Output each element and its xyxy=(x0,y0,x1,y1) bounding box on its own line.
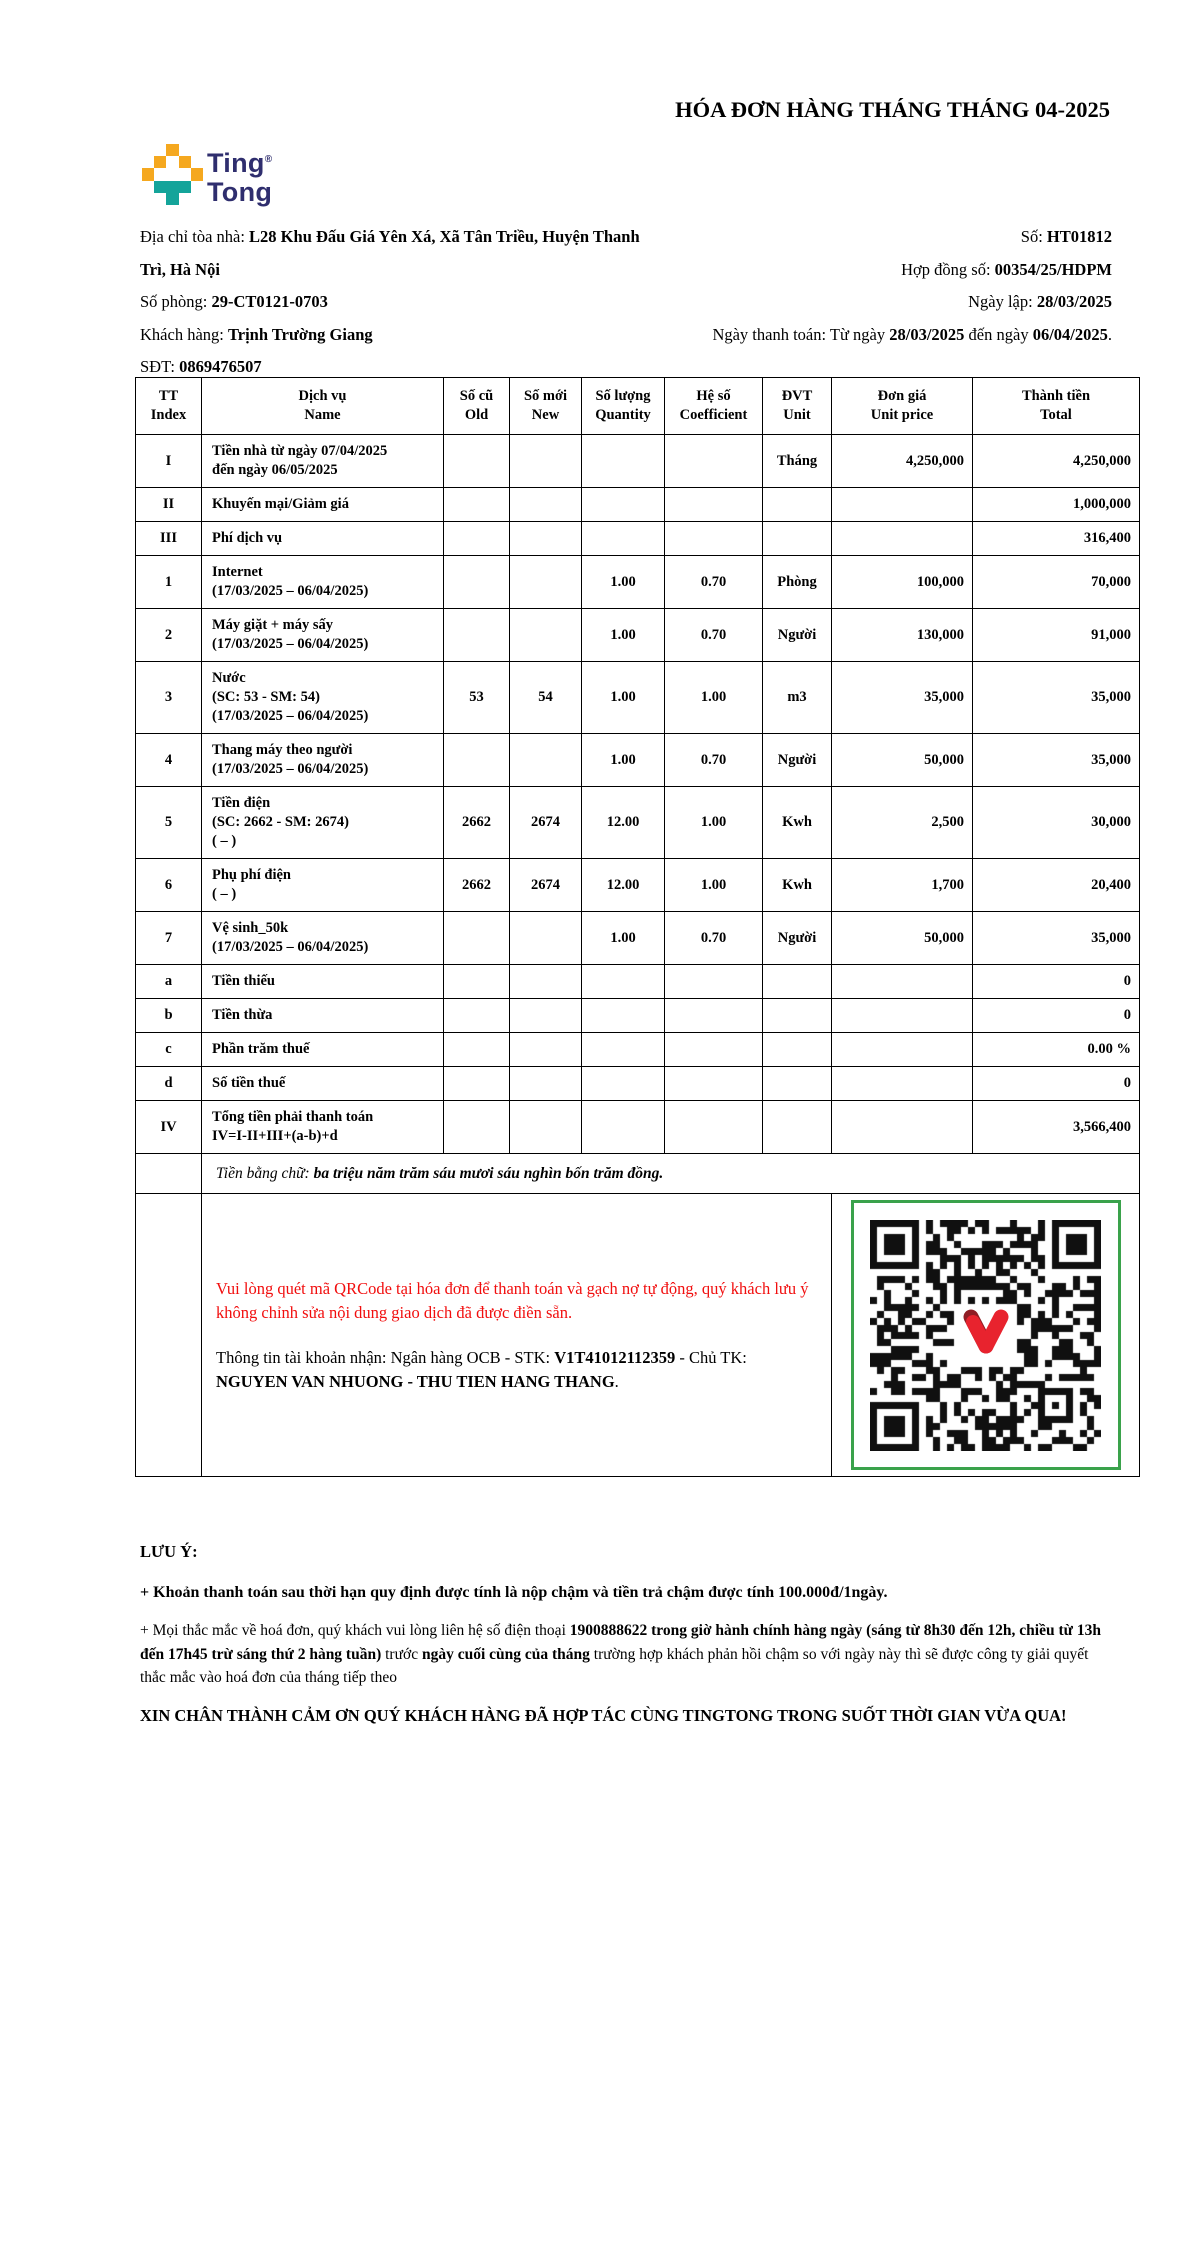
qr-payment-row xyxy=(136,1194,1140,1477)
table-row xyxy=(136,965,1140,999)
cell-service-name xyxy=(202,787,444,859)
logo-line-ting xyxy=(207,145,272,178)
static-element xyxy=(959,1308,1013,1356)
label-text: Số: xyxy=(1020,227,1047,246)
service-name-line: Phí dịch vụ xyxy=(212,530,283,546)
cell-quantity xyxy=(582,1033,665,1067)
cell-new-reading xyxy=(510,609,582,662)
cell-unit-price: 35,000 xyxy=(832,662,973,734)
label-text: trước xyxy=(381,1645,422,1663)
column-header xyxy=(832,378,973,435)
value-text: L28 Khu Đấu Giá Yên Xá, Xã Tân Triều, Huyện Thanh Trì, Hà Nội xyxy=(140,227,640,279)
table-row xyxy=(136,999,1140,1033)
cell-coefficient: 0.70 xyxy=(665,734,763,787)
service-name-line: (SC: 53 - SM: 54) xyxy=(212,689,320,705)
cell-index: a xyxy=(136,965,202,999)
vietqr-v-icon xyxy=(959,1308,1013,1362)
table-row xyxy=(136,912,1140,965)
column-header xyxy=(582,378,665,435)
cell-total: 35,000 xyxy=(973,912,1140,965)
cell-index: c xyxy=(136,1033,202,1067)
cell-total: 0 xyxy=(973,999,1140,1033)
amount-in-words-value: ba triệu năm trăm sáu mươi sáu nghìn bốn trăm đồng. xyxy=(313,1165,664,1182)
info-line xyxy=(520,254,1112,287)
cell-service-name xyxy=(202,522,444,556)
column-header-line: Name xyxy=(304,407,341,423)
service-name-line: Thang máy theo người xyxy=(212,742,353,758)
column-header xyxy=(665,378,763,435)
cell-service-name xyxy=(202,609,444,662)
label-text: đến ngày xyxy=(964,324,1033,344)
cell-old-reading: 2662 xyxy=(444,859,510,912)
cell-quantity: 1.00 xyxy=(582,912,665,965)
table-row xyxy=(136,435,1140,488)
cell-unit xyxy=(763,1033,832,1067)
value-text: 28/03/2025 xyxy=(1036,292,1112,312)
cell-old-reading: 53 xyxy=(444,662,510,734)
cell-new-reading xyxy=(510,1067,582,1101)
logo-yellow-pixel xyxy=(191,168,203,180)
invoice-table-body xyxy=(136,435,1140,1477)
service-name-line: (17/03/2025 – 06/04/2025) xyxy=(212,761,369,777)
thank-you-note: XIN CHÂN THÀNH CẢM ƠN QUÝ KHÁCH HÀNG ĐÃ HỢP TÁC CÙNG TINGTONG TRONG SUỐT THỜI GIAN VỪA QUA! xyxy=(140,1705,1067,1725)
cell-total: 70,000 xyxy=(973,556,1140,609)
column-header-line: ĐVT xyxy=(781,388,813,404)
service-name-line: (17/03/2025 – 06/04/2025) xyxy=(212,939,369,955)
column-header-line: Đơn giá xyxy=(877,388,927,404)
logo-teal-pixel xyxy=(154,181,166,193)
column-header-line: Unit price xyxy=(870,407,934,423)
notes-heading: LƯU Ý: xyxy=(140,1542,198,1561)
column-header-line: Coefficient xyxy=(679,407,748,423)
cell-unit-price xyxy=(832,999,973,1033)
label-text: Khách hàng: xyxy=(140,324,228,344)
cell-new-reading: 54 xyxy=(510,662,582,734)
cell-index: 3 xyxy=(136,662,202,734)
label-text: . xyxy=(1107,324,1112,344)
cell-unit: m3 xyxy=(763,662,832,734)
cell-new-reading: 2674 xyxy=(510,859,582,912)
cell-new-reading xyxy=(510,912,582,965)
cell-quantity xyxy=(582,1067,665,1101)
service-name-line: Số tiền thuế xyxy=(212,1075,286,1091)
service-name-line: Tiền thiếu xyxy=(212,973,275,989)
service-name-line: Khuyến mại/Giảm giá xyxy=(212,496,349,512)
service-name-line: ( – ) xyxy=(212,833,237,849)
cell-old-reading xyxy=(444,1101,510,1154)
table-row xyxy=(136,1067,1140,1101)
cell-quantity xyxy=(582,965,665,999)
cell-quantity: 1.00 xyxy=(582,662,665,734)
cell-index: 1 xyxy=(136,556,202,609)
service-name-line: (17/03/2025 – 06/04/2025) xyxy=(212,636,369,652)
table-row xyxy=(136,787,1140,859)
column-header-line: TT xyxy=(158,388,179,404)
qr-code-cell xyxy=(832,1194,1140,1477)
cell-total: 35,000 xyxy=(973,734,1140,787)
service-name-line: Vệ sinh_50k xyxy=(212,920,289,936)
logo-teal-pixel xyxy=(179,181,191,193)
logo-yellow-pixel xyxy=(179,156,191,168)
cell-service-name xyxy=(202,734,444,787)
cell-total: 0 xyxy=(973,1067,1140,1101)
cell-service-name xyxy=(202,912,444,965)
cell-unit xyxy=(763,1101,832,1154)
service-name-line: ( – ) xyxy=(212,886,237,902)
cell-service-name xyxy=(202,488,444,522)
cell-new-reading xyxy=(510,522,582,556)
column-header xyxy=(763,378,832,435)
label-text: Ngày thanh toán: Từ ngày xyxy=(712,324,890,344)
info-line xyxy=(520,221,1112,254)
label-text: Địa chỉ tòa nhà: xyxy=(140,227,250,246)
cell-unit-price: 2,500 xyxy=(832,787,973,859)
cell-index: IV xyxy=(136,1101,202,1154)
cell-new-reading xyxy=(510,556,582,609)
cell-new-reading xyxy=(510,965,582,999)
cell-quantity xyxy=(582,1101,665,1154)
cell-total: 30,000 xyxy=(973,787,1140,859)
value-text: 06/04/2025 xyxy=(1032,324,1108,344)
column-header xyxy=(510,378,582,435)
cell-service-name xyxy=(202,1033,444,1067)
cell-new-reading xyxy=(510,1033,582,1067)
cell-service-name xyxy=(202,435,444,488)
cell-total: 1,000,000 xyxy=(973,488,1140,522)
cell-total: 0 xyxy=(973,965,1140,999)
service-name-line: Nước xyxy=(212,670,246,686)
table-row xyxy=(136,522,1140,556)
cell-index: d xyxy=(136,1067,202,1101)
label-text: Hợp đồng số: xyxy=(901,259,995,279)
invoice-table xyxy=(135,377,1140,1477)
label-text: + Mọi thắc mắc về hoá đơn, quý khách vui lòng liên hệ số điện thoại xyxy=(140,1622,570,1639)
value-text: 28/03/2025 xyxy=(889,324,965,344)
column-header-line: Unit xyxy=(783,407,811,423)
column-header xyxy=(202,378,444,435)
cell-unit: Người xyxy=(763,912,832,965)
cell-old-reading xyxy=(444,522,510,556)
cell-unit-price xyxy=(832,1067,973,1101)
cell-service-name xyxy=(202,1101,444,1154)
cell-quantity: 1.00 xyxy=(582,609,665,662)
cell-old-reading xyxy=(444,488,510,522)
cell-coefficient xyxy=(665,522,763,556)
cell-coefficient: 0.70 xyxy=(665,556,763,609)
cell-coefficient xyxy=(665,435,763,488)
label-text: SĐT: xyxy=(140,357,180,377)
cell-old-reading xyxy=(444,435,510,488)
service-name-line: (17/03/2025 – 06/04/2025) xyxy=(212,583,369,599)
cell-unit: Kwh xyxy=(763,787,832,859)
cell-old-reading: 2662 xyxy=(444,787,510,859)
cell-new-reading: 2674 xyxy=(510,787,582,859)
invoice-meta-info xyxy=(520,221,1112,351)
header-row xyxy=(136,378,1140,435)
service-name-line: Phần trăm thuế xyxy=(212,1041,310,1057)
cell-quantity xyxy=(582,999,665,1033)
service-name-line: (17/03/2025 – 06/04/2025) xyxy=(212,708,369,724)
cell-unit-price xyxy=(832,488,973,522)
column-header xyxy=(444,378,510,435)
cell-quantity xyxy=(582,435,665,488)
table-row xyxy=(136,859,1140,912)
tingtong-logo-icon xyxy=(142,144,202,204)
cell-total: 20,400 xyxy=(973,859,1140,912)
column-header xyxy=(136,378,202,435)
value-text: 1900888622 trong giờ hành chính hàng ngày (sáng từ 8h30 đến 12h, chiều từ 13h đến 17h45 trừ sáng thứ 2 hàng tuần) xyxy=(140,1622,1101,1663)
cell-quantity: 1.00 xyxy=(582,556,665,609)
column-header-line: Số mới xyxy=(523,388,568,404)
tingtong-logo-text xyxy=(207,145,272,207)
column-header-line: Index xyxy=(150,407,187,423)
column-header-line: Quantity xyxy=(595,407,651,423)
cell-coefficient xyxy=(665,965,763,999)
logo-teal-pixel xyxy=(166,181,178,193)
logo-yellow-pixel xyxy=(166,144,178,156)
service-name-line: Tiền thừa xyxy=(212,1007,273,1023)
cell-old-reading xyxy=(444,965,510,999)
column-header-line: Số cũ xyxy=(459,388,494,404)
cell-coefficient: 1.00 xyxy=(665,662,763,734)
label-text: Số phòng: xyxy=(140,292,212,312)
cell-unit-price xyxy=(832,522,973,556)
label-text: Thông tin tài khoản nhận: Ngân hàng OCB - STK: xyxy=(216,1348,555,1367)
cell-unit xyxy=(763,965,832,999)
qr-warning-note: Vui lòng quét mã QRCode tại hóa đơn để thanh toán và gạch nợ tự động, quý khách lưu ý không chỉnh sửa nội dung giao dịch đã được điền sẵn. xyxy=(216,1279,809,1322)
cell-new-reading xyxy=(510,734,582,787)
service-name-line: Máy giặt + máy sấy xyxy=(212,617,334,633)
cell-total: 4,250,000 xyxy=(973,435,1140,488)
static-element: Ting xyxy=(207,148,265,178)
logo-yellow-pixel xyxy=(154,156,166,168)
cell-unit-price xyxy=(832,1101,973,1154)
service-name-line: Phụ phí điện xyxy=(212,867,291,883)
service-name-line: Tiền nhà từ ngày 07/04/2025 xyxy=(212,443,388,459)
service-name-line: Tổng tiền phải thanh toán xyxy=(212,1109,374,1125)
value-text: 00354/25/HDPM xyxy=(994,259,1112,279)
cell-coefficient xyxy=(665,1101,763,1154)
cell-index: 6 xyxy=(136,859,202,912)
table-row xyxy=(136,1033,1140,1067)
info-line xyxy=(520,286,1112,319)
cell-new-reading xyxy=(510,1101,582,1154)
cell-index: II xyxy=(136,488,202,522)
service-name-line: Tiền điện xyxy=(212,795,271,811)
amount-in-words xyxy=(202,1154,1140,1194)
cell-unit-price: 4,250,000 xyxy=(832,435,973,488)
logo-teal-pixel xyxy=(166,193,178,205)
cell-quantity xyxy=(582,488,665,522)
cell-old-reading xyxy=(444,609,510,662)
cell-coefficient: 1.00 xyxy=(665,787,763,859)
cell-unit-price xyxy=(832,965,973,999)
cell-unit-price: 100,000 xyxy=(832,556,973,609)
cell-old-reading xyxy=(444,999,510,1033)
table-row xyxy=(136,662,1140,734)
column-header xyxy=(973,378,1140,435)
value-text: NGUYEN VAN NHUONG - THU TIEN HANG THANG xyxy=(216,1371,615,1391)
value-text: Trịnh Trường Giang xyxy=(227,324,373,344)
table-row xyxy=(136,1101,1140,1154)
value-text: HT01812 xyxy=(1046,227,1112,246)
cell-coefficient xyxy=(665,999,763,1033)
value-text: ngày cuối cùng của tháng xyxy=(421,1645,590,1663)
qr-code-frame xyxy=(851,1200,1121,1470)
cell-new-reading xyxy=(510,435,582,488)
column-header-line: Old xyxy=(464,407,489,423)
cell-service-name xyxy=(202,999,444,1033)
cell-unit-price: 130,000 xyxy=(832,609,973,662)
cell-quantity xyxy=(582,522,665,556)
label-text: trường hợp khách phản hồi chậm so với ngày này thì sẽ được công ty giải quyết thắc mắc vào hoá đơn của tháng tiếp theo xyxy=(140,1645,1089,1686)
invoice-title: HÓA ĐƠN HÀNG THÁNG THÁNG 04-2025 xyxy=(675,97,1110,122)
column-header-line: New xyxy=(531,407,560,423)
cell-quantity: 1.00 xyxy=(582,734,665,787)
label-text: - Chủ TK: xyxy=(675,1348,747,1367)
cell-service-name xyxy=(202,662,444,734)
column-header-line: Total xyxy=(1040,407,1072,423)
cell-unit: Người xyxy=(763,609,832,662)
cell-unit: Tháng xyxy=(763,435,832,488)
cell-old-reading xyxy=(444,556,510,609)
bank-account-info xyxy=(216,1346,811,1393)
cell-index: 4 xyxy=(136,734,202,787)
cell-index: III xyxy=(136,522,202,556)
empty-cell xyxy=(136,1194,202,1477)
cell-coefficient xyxy=(665,1067,763,1101)
column-header-line: Thành tiền xyxy=(1021,388,1091,404)
cell-coefficient xyxy=(665,488,763,522)
column-header-line: Số lượng xyxy=(595,388,651,404)
cell-old-reading xyxy=(444,912,510,965)
cell-coefficient xyxy=(665,1033,763,1067)
logo-yellow-pixel xyxy=(142,168,154,180)
table-row xyxy=(136,488,1140,522)
cell-unit-price xyxy=(832,1033,973,1067)
cell-service-name xyxy=(202,556,444,609)
cell-index: b xyxy=(136,999,202,1033)
cell-total: 91,000 xyxy=(973,609,1140,662)
registered-mark-icon: ® xyxy=(264,154,273,165)
cell-unit xyxy=(763,522,832,556)
cell-coefficient: 1.00 xyxy=(665,859,763,912)
cell-unit-price: 50,000 xyxy=(832,912,973,965)
invoice-table-header xyxy=(136,378,1140,435)
cell-old-reading xyxy=(444,1067,510,1101)
cell-coefficient: 0.70 xyxy=(665,609,763,662)
payment-instructions xyxy=(202,1194,832,1477)
cell-old-reading xyxy=(444,734,510,787)
cell-index: I xyxy=(136,435,202,488)
cell-index: 7 xyxy=(136,912,202,965)
cell-unit-price: 1,700 xyxy=(832,859,973,912)
amount-in-words-label: Tiền bằng chữ: xyxy=(216,1165,314,1182)
cell-total: 35,000 xyxy=(973,662,1140,734)
hotline-note xyxy=(140,1619,1118,1690)
value-text: 29-CT0121-0703 xyxy=(211,292,328,312)
cell-coefficient: 0.70 xyxy=(665,912,763,965)
footer-notes xyxy=(140,1542,1118,1728)
cell-new-reading xyxy=(510,999,582,1033)
cell-new-reading xyxy=(510,488,582,522)
cell-unit xyxy=(763,1067,832,1101)
cell-total: 0.00 % xyxy=(973,1033,1140,1067)
cell-total: 316,400 xyxy=(973,522,1140,556)
table-row xyxy=(136,609,1140,662)
service-name-line: Internet xyxy=(212,564,263,580)
service-name-line: đến ngày 06/05/2025 xyxy=(212,462,338,478)
cell-unit: Kwh xyxy=(763,859,832,912)
cell-unit: Phòng xyxy=(763,556,832,609)
table-row xyxy=(136,556,1140,609)
amount-in-words-row xyxy=(136,1154,1140,1194)
column-header-line: Hệ số xyxy=(696,388,731,404)
label-text: . xyxy=(614,1371,619,1391)
cell-old-reading xyxy=(444,1033,510,1067)
service-name-line: (SC: 2662 - SM: 2674) xyxy=(212,814,349,830)
cell-quantity: 12.00 xyxy=(582,859,665,912)
cell-total: 3,566,400 xyxy=(973,1101,1140,1154)
logo-line-tong: Tong xyxy=(207,177,273,207)
cell-service-name xyxy=(202,1067,444,1101)
cell-index: 5 xyxy=(136,787,202,859)
late-payment-note: + Khoản thanh toán sau thời hạn quy định được tính là nộp chậm và tiền trả chậm được tính 100.000đ/1ngày. xyxy=(140,1584,888,1601)
table-row xyxy=(136,734,1140,787)
cell-unit-price: 50,000 xyxy=(832,734,973,787)
cell-service-name xyxy=(202,859,444,912)
info-line xyxy=(520,319,1112,352)
service-name-line: IV=I-II+III+(a-b)+d xyxy=(212,1128,338,1144)
cell-index: 2 xyxy=(136,609,202,662)
value-text: 0869476507 xyxy=(179,357,262,377)
cell-quantity: 12.00 xyxy=(582,787,665,859)
value-text: V1T41012112359 xyxy=(554,1348,676,1367)
column-header-line: Dịch vụ xyxy=(298,388,347,404)
cell-unit xyxy=(763,488,832,522)
label-text: Ngày lập: xyxy=(968,292,1037,312)
cell-unit: Người xyxy=(763,734,832,787)
cell-service-name xyxy=(202,965,444,999)
cell-unit xyxy=(763,999,832,1033)
empty-cell xyxy=(136,1154,202,1194)
